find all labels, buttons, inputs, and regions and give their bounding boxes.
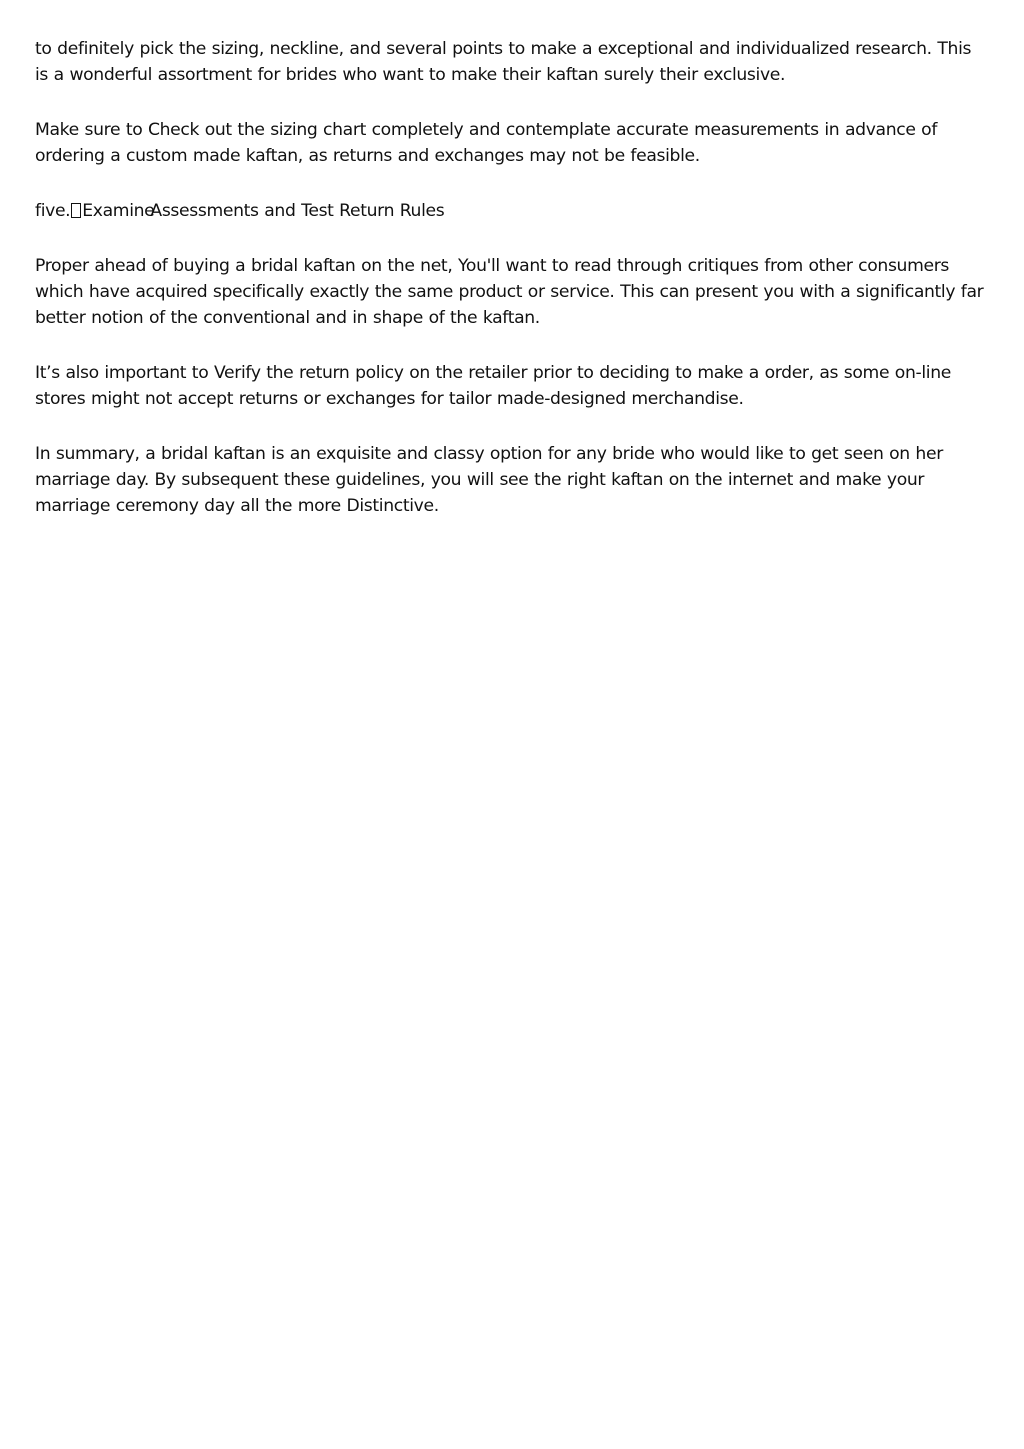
heading-prefix: five. <box>35 201 71 221</box>
paragraph-summary: In summary, a bridal kaftan is an exquisite and classy option for any bride who would like to get seen on her marriage day. By subsequent these guidelines, you will see the right kaftan on the internet and make your marriage ceremony day all the more Distinctive. <box>35 444 943 516</box>
heading-part-b: Assessments and Test Return Rules <box>150 201 445 221</box>
paragraph-return-policy: It’s also important to Verify the return policy on the retailer prior to deciding to make a order, as some on-line stores might not accept returns or exchanges for tailor made-designed merchandise. <box>35 363 951 409</box>
paragraph-sizing-intro: to definitely pick the sizing, neckline, and several points to make a exceptional and individualized research. This is a wonderful assortment for brides who want to make their kaftan surely their exclusive. <box>35 39 972 85</box>
document-body <box>35 36 985 548</box>
paragraph-reviews: Proper ahead of buying a bridal kaftan on the net, You'll want to read through critiques from other consumers which have acquired specifically exactly the same product or service. This can present you with a significantly far better notion of the conventional and in shape of the kaftan. <box>35 256 984 328</box>
missing-glyph-icon <box>71 203 81 218</box>
section-heading <box>35 198 985 224</box>
heading-part-a: Examine <box>82 201 155 221</box>
paragraph-sizing-chart: Make sure to Check out the sizing chart completely and contemplate accurate measurements in advance of ordering a custom made kaftan, as returns and exchanges may not be feasible. <box>35 120 938 166</box>
